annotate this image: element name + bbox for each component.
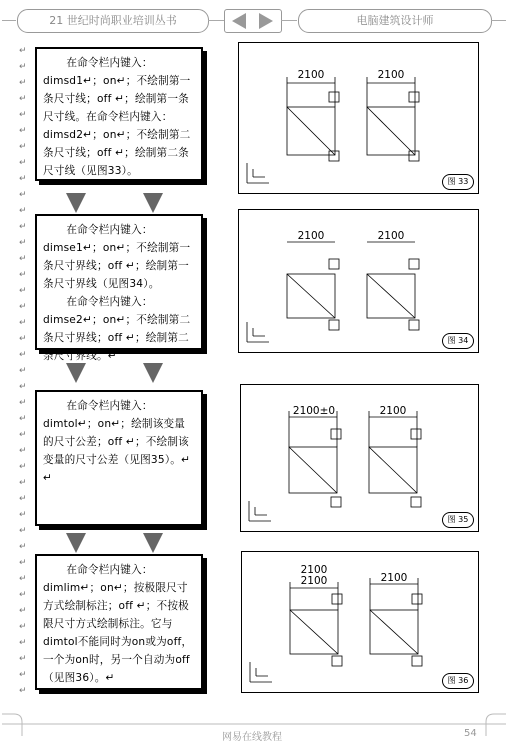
page-nav-buttons xyxy=(224,9,282,33)
dimension-drawing xyxy=(239,43,478,193)
figure-caption: 图 34 xyxy=(442,333,474,349)
down-arrow-icon xyxy=(66,363,86,383)
footer-watermark: 网易在线教程 xyxy=(222,732,282,743)
header-rule-mid2 xyxy=(281,20,297,21)
dimension-drawing xyxy=(241,385,478,531)
figure-35 xyxy=(240,384,479,532)
dimension-label: 2100 xyxy=(380,572,408,584)
instruction-text: 在命令栏内键入：dimse1↵；on↵；不绘制第一条尺寸界线；off ↵；绘制第一条尺寸界线（见图34）。 xyxy=(43,224,191,290)
down-arrow-icon xyxy=(143,363,163,383)
page-number: 54 xyxy=(464,728,477,739)
dimension-label: 2100 xyxy=(297,230,325,242)
figure-caption: 图 33 xyxy=(442,174,474,190)
header-rule-right xyxy=(491,20,506,21)
down-arrow-icon xyxy=(66,193,86,213)
dimension-label: 2100 xyxy=(379,405,407,417)
down-arrow-icon xyxy=(143,533,163,553)
instruction-text: 在命令栏内键入：dimlim↵；on↵；按极限尺寸方式绘制标注；off ↵；不按极限尺寸方式绘制标注。它与dimtol不能同时为on或为off，一个为on时，另一个自动为off（见图36）。↵ xyxy=(43,564,193,684)
next-arrow-icon[interactable] xyxy=(259,13,273,29)
book-title-label: 电脑建筑设计师 xyxy=(298,9,492,33)
dimension-label: 2100 xyxy=(377,230,405,242)
instruction-box-1 xyxy=(35,47,203,181)
instruction-box-2 xyxy=(35,214,203,362)
instruction-text: 在命令栏内键入：dimse2↵；on↵；不绘制第二条尺寸界线；off ↵；绘制第二条尺寸界线。↵ xyxy=(43,296,191,362)
figure-caption: 图 36 xyxy=(442,673,474,689)
book-series-label: 21 世纪时尚职业培训丛书 xyxy=(17,9,209,33)
dimension-label: 2100 xyxy=(300,575,328,587)
instruction-text: 在命令栏内键入：dimtol↵；on↵；绘制该变量的尺寸公差；off ↵；不绘制该变量的尺寸公差（见图35）。↵ xyxy=(43,400,191,466)
dimension-drawing xyxy=(242,552,478,692)
dimension-drawing xyxy=(239,210,478,352)
figure-33 xyxy=(238,42,479,194)
dimension-label: 2100±0 xyxy=(292,405,336,417)
prev-arrow-icon[interactable] xyxy=(232,13,246,29)
dimension-label: 2100 xyxy=(377,69,405,81)
figure-34 xyxy=(238,209,479,353)
down-arrow-icon xyxy=(143,193,163,213)
instruction-box-4 xyxy=(35,554,203,690)
down-arrow-icon xyxy=(66,533,86,553)
header-rule-left xyxy=(2,20,16,21)
figure-caption: 图 35 xyxy=(442,512,474,528)
instruction-box-3 xyxy=(35,390,203,526)
dimension-label-upper: 2100 xyxy=(300,564,328,576)
figure-36 xyxy=(241,551,479,693)
dimension-label: 2100 xyxy=(297,69,325,81)
instruction-text: ↵ xyxy=(43,472,53,484)
instruction-text: 在命令栏内键入：dimsd1↵；on↵；不绘制第一条尺寸线；off ↵；绘制第一条尺寸线。在命令栏内键入：dimsd2↵；on↵；不绘制第二条尺寸线；off ↵；绘制第二条尺寸线（见图33）。 xyxy=(43,57,191,177)
header-rule-mid1 xyxy=(208,20,224,21)
